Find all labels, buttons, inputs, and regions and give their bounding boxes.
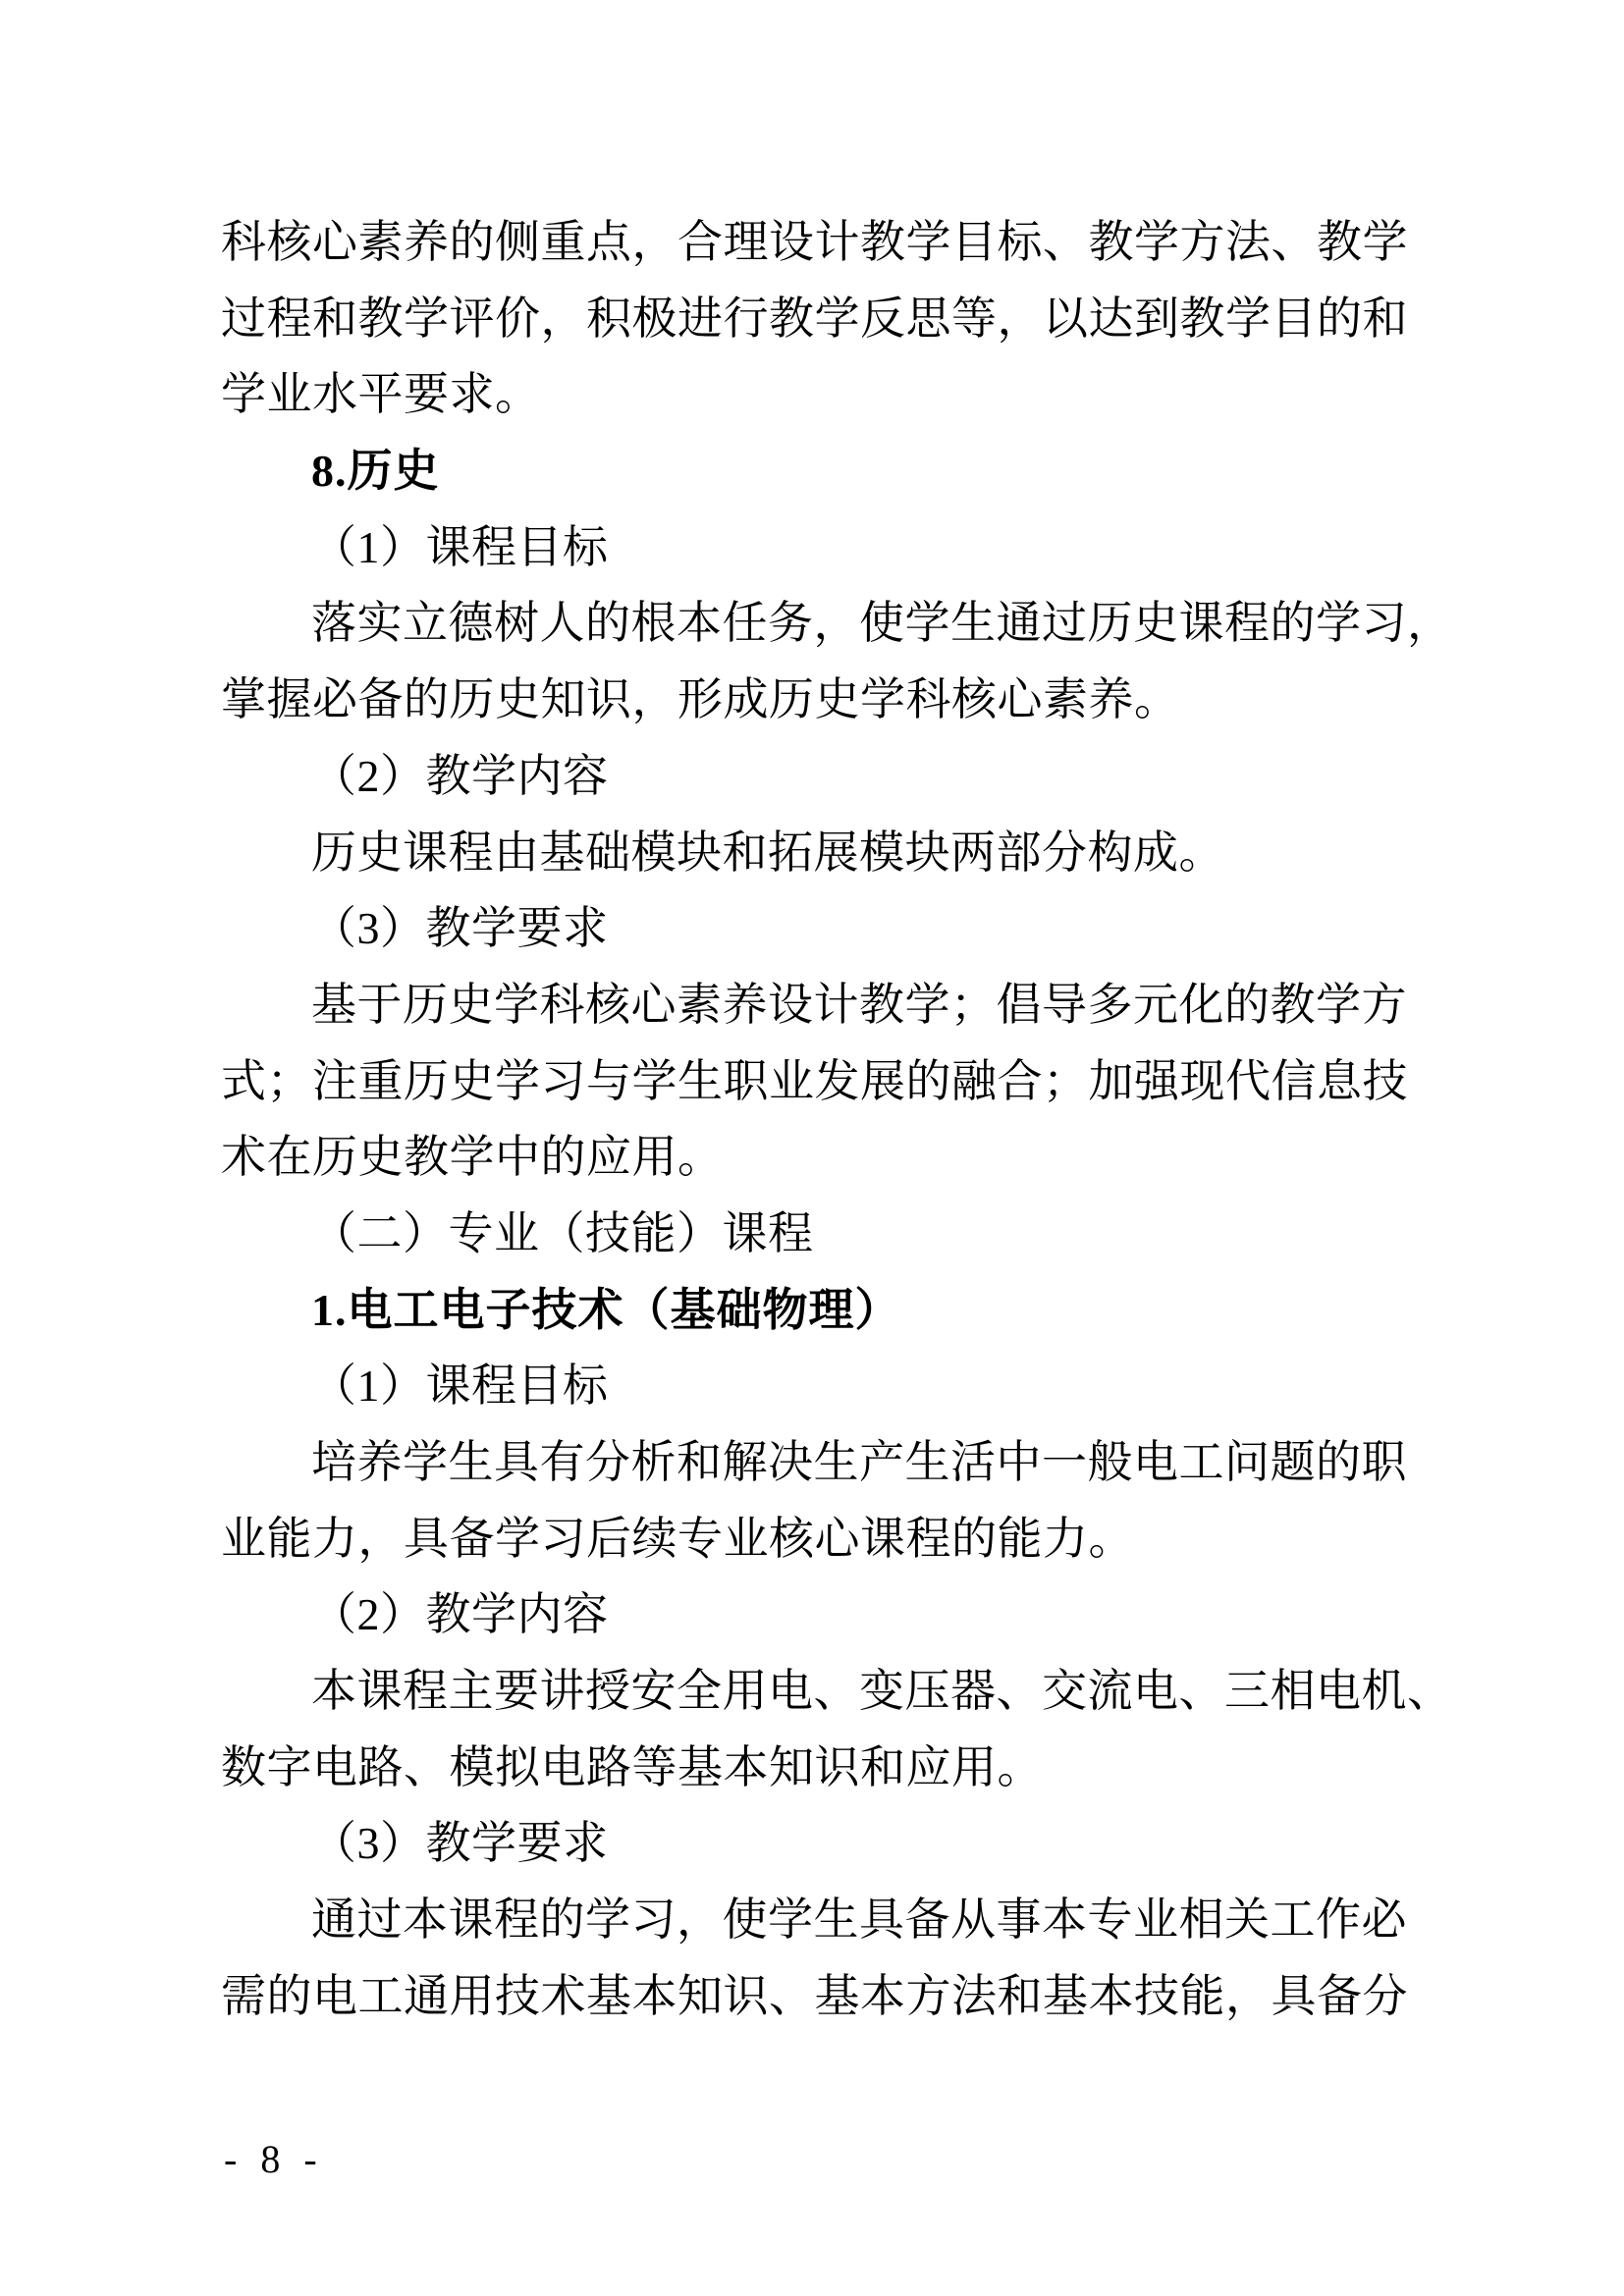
text-line-01: 科核心素养的侧重点，合理设计教学目标、教学方法、教学 [221,217,1408,267]
text-line-18: 业能力，具备学习后续专业核心课程的能力。 [221,1513,1134,1564]
heading-history: 8.历史 [311,446,440,497]
heading-electrical-electronics: 1.电工电子技术（基础物理） [311,1284,901,1335]
label-course-objectives-2: （1）课程目标 [311,1361,609,1412]
text-line-11: 基于历史学科核心素养设计教学；倡导多元化的教学方 [311,979,1407,1030]
text-line-20: 本课程主要讲授安全用电、变压器、交流电、三相电机、 [311,1666,1453,1717]
heading-vocational-courses: （二）专业（技能）课程 [311,1207,814,1258]
label-course-objectives: （1）课程目标 [311,521,609,572]
label-teaching-content-2: （2）教学内容 [311,1589,609,1640]
text-line-23: 通过本课程的学习，使学生具备从事本专业相关工作必 [311,1895,1407,1946]
label-teaching-content: （2）教学内容 [311,750,609,801]
text-line-06: 落实立德树人的根本任务，使学生通过历史课程的学习， [311,598,1453,649]
text-line-09: 历史课程由基础模块和拓展模块两部分构成。 [311,827,1224,878]
text-line-07: 掌握必备的历史知识，形成历史学科核心素养。 [221,674,1180,725]
text-line-02: 过程和教学评价，积极进行教学反思等，以达到教学目的和 [221,293,1408,344]
label-teaching-requirements: （3）教学要求 [311,903,609,954]
text-line-13: 术在历史教学中的应用。 [221,1132,724,1183]
text-line-17: 培养学生具有分析和解决生产生活中一般电工问题的职 [311,1437,1407,1487]
text-line-21: 数字电路、模拟电路等基本知识和应用。 [221,1741,1043,1792]
text-line-03: 学业水平要求。 [221,369,541,420]
label-teaching-requirements-2: （3）教学要求 [311,1818,609,1869]
page-number: - 8 - [224,2137,320,2181]
text-block [221,204,1453,2035]
text-line-12: 式；注重历史学习与学生职业发展的融合；加强现代信息技 [221,1055,1408,1106]
text-line-24: 需的电工通用技术基本知识、基本方法和基本技能，具备分 [221,1970,1408,2021]
